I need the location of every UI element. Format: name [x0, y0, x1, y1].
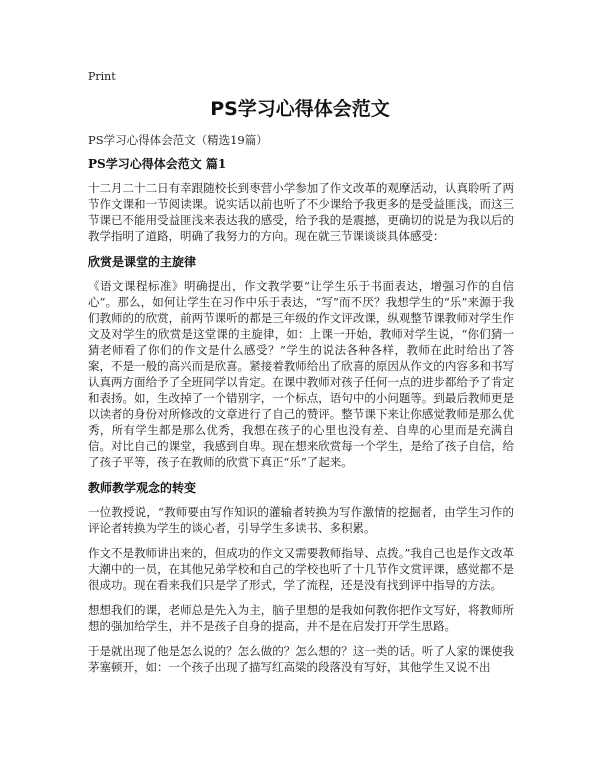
section-3-paragraph-1: 一位教授说，“教师要由写作知识的灌输者转换为写作激情的挖掘者，由学生习作的评论者转换为学生的谈心者，引导学生多读书、多积累。 [88, 505, 514, 535]
section-heading-3: 教师教学观念的转变 [88, 481, 197, 495]
section-3-paragraph-4: 于是就出现了他是怎么说的？怎么做的？怎么想的？这一类的话。听了人家的课使我茅塞顿开，如：一个孩子出现了描写红高粱的段落没有写好，其他学生又说不出 [88, 644, 514, 674]
section-3-paragraph-2: 作文不是教师讲出来的，但成功的作文又需要教师指导、点拨。”我自己也是作文改革大潮中的一员，在其他兄弟学校和自己的学校也听了十几节作文赏评课，感觉都不是很成功。现在看来我们只是学了形式，学了流程，还是没有找到评中指导的方法。 [88, 546, 514, 592]
section-2-paragraph: 《语文课程标准》明确提出，作文教学要“让学生乐于书面表达，增强习作的自信心”。那么，如何让学生在习作中乐于表达，“写”而不厌？我想学生的“乐”来源于我们教师的的欣赏，前两节课听的都是三年级的作文评改课，纵观整节课教师对学生作文及对学生的欣赏是这堂课的主旋律，如：上课一开始，教师对学生说，“你们猜一猜老师看了你们的作文是什么感受？”学生的说法各种各样，教师在此时给出了答案，不是一般的高兴而是欣喜。紧接着教师给出了欣喜的原因从作文的内容多和书写认真两方面给予了全班同学以肯定。在课中教师对孩子任何一点的进步都给予了肯定和表扬。如，生改掉了一个错别字，一个标点，语句中的小问题等。到最后教师更是以读者的身份对所修改的文章进行了自己的赞评。整节课下来让你感觉教师是那么优秀，所有学生都是那么优秀，我想在孩子的心里也没有差、自卑的心里而是充满自信。对比自己的课堂，我感到自卑。现在想来欣赏每一个学生，是给了孩子自信，给了孩子平等，孩子在教师的欣赏下真正“乐”了起来。 [88, 279, 514, 469]
section-heading-2: 欣赏是课堂的主旋律 [88, 255, 197, 269]
section-3-paragraph-3: 想想我们的课，老师总是先入为主，脑子里想的是我如何教你把作文写好，将教师所想的强加给学生，并不是孩子自身的提高，并不是在启发打开学生思路。 [88, 603, 514, 633]
section-1-paragraph: 十二月二十二日有幸跟随校长到枣营小学参加了作文改革的观摩活动，认真聆听了两节作文课和一节阅读课。说实话以前也听了不少课给予我更多的是受益匪浅，而这三节课已不能用受益匪浅来表达我的感受，给予我的是震撼，更确切的说是为我以后的教学指明了道路，明确了我努力的方向。现在就三节课谈谈具体感受： [88, 181, 514, 243]
document-subtitle: PS学习心得体会范文（精选19篇） [88, 133, 268, 147]
document-body [88, 156, 514, 675]
print-label[interactable]: Print [88, 70, 116, 83]
page-title: PS学习心得体会范文 [210, 98, 390, 120]
section-heading-1: PS学习心得体会范文 篇1 [88, 157, 227, 171]
